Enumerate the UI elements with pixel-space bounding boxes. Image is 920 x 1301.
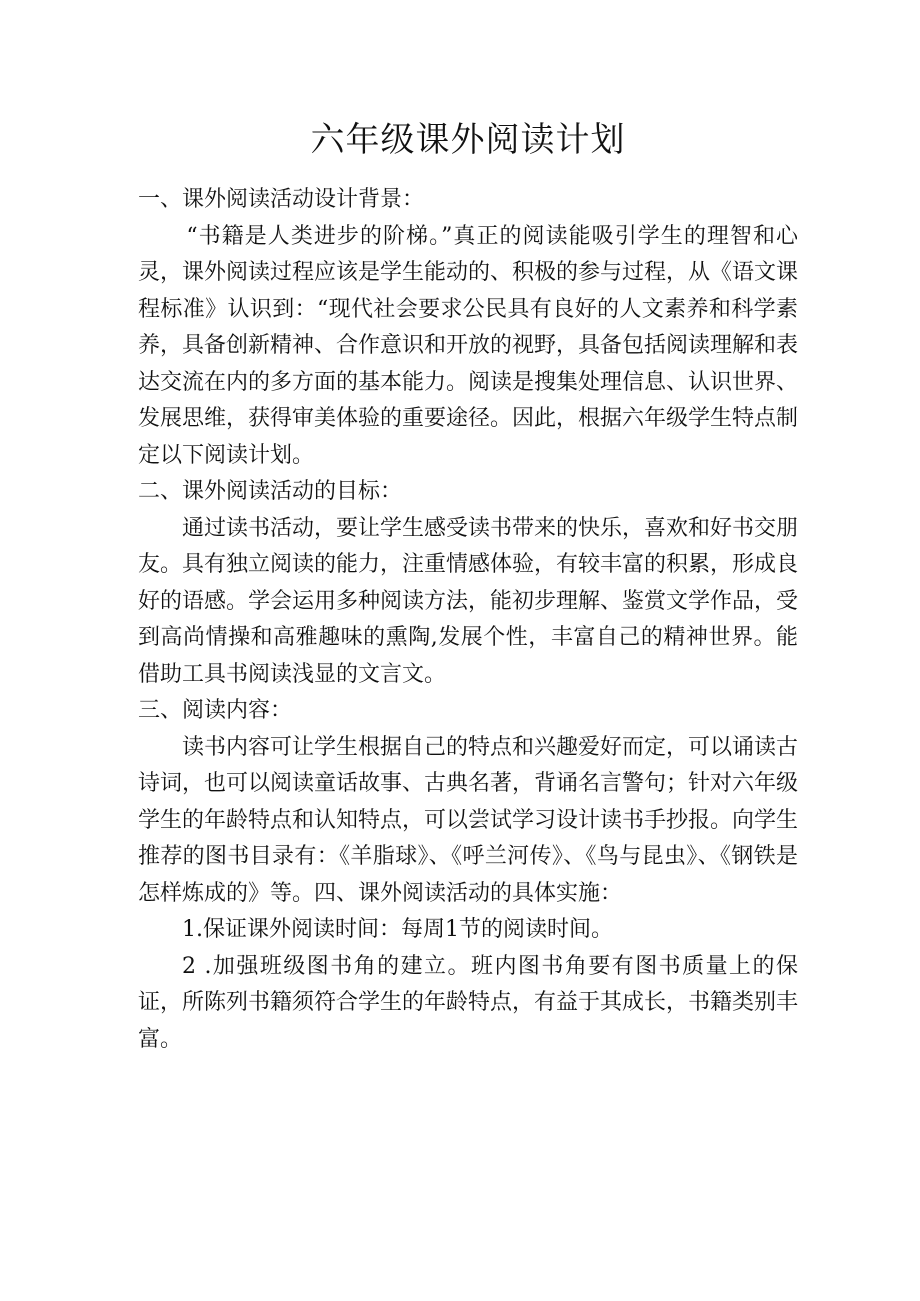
section-body-background: “书籍是人类进步的阶梯。”真正的阅读能吸引学生的理智和心灵，课外阅读过程应该是学生能动的、积极的参与过程，从《语文课程标准》认识到：“现代社会要求公民具有良好的人文素养和科学素养，具备创新精神、合作意识和开放的视野，具备包括阅读理解和表达交流在内的多方面的基本能力。阅读是搜集处理信息、认识世界、发展思维，获得审美体验的重要途径。因此，根据六年级学生特点制定以下阅读计划。	[138, 223, 799, 468]
section-body-content: 读书内容可让学生根据自己的特点和兴趣爱好而定，可以诵读古诗词，也可以阅读童话故事、古典名著，背诵名言警句；针对六年级学生的年龄特点和认知特点，可以尝试学习设计读书手抄报。向学生推荐的图书目录有：《羊脂球》、《呼兰河传》、《鸟与昆虫》、《钢铁是怎样炼成的》等。四、课外阅读活动的具体实施：	[138, 734, 799, 906]
implementation-item-2: 2 .加强班级图书角的建立。班内图书角要有图书质量上的保证，所陈列书籍须符合学生的年龄特点，有益于其成长，书籍类别丰富。	[138, 953, 799, 1052]
section-body-goals: 通过读书活动，要让学生感受读书带来的快乐，喜欢和好书交朋友。具有独立阅读的能力，注重情感体验，有较丰富的积累，形成良好的语感。学会运用多种阅读方法，能初步理解、鉴赏文学作品，受到高尚情操和高雅趣味的熏陶,发展个性，丰富自己的精神世界。能借助工具书阅读浅显的文言文。	[138, 515, 799, 687]
section-heading-background: 一、课外阅读活动设计背景：	[138, 187, 425, 212]
implementation-item-1: 1.保证课外阅读时间：每周1节的阅读时间。	[182, 917, 613, 942]
document-title: 六年级课外阅读计划	[310, 120, 626, 160]
section-heading-goals: 二、课外阅读活动的目标：	[138, 479, 403, 504]
section-heading-content: 三、阅读内容：	[138, 698, 293, 723]
document-page	[138, 112, 798, 1058]
